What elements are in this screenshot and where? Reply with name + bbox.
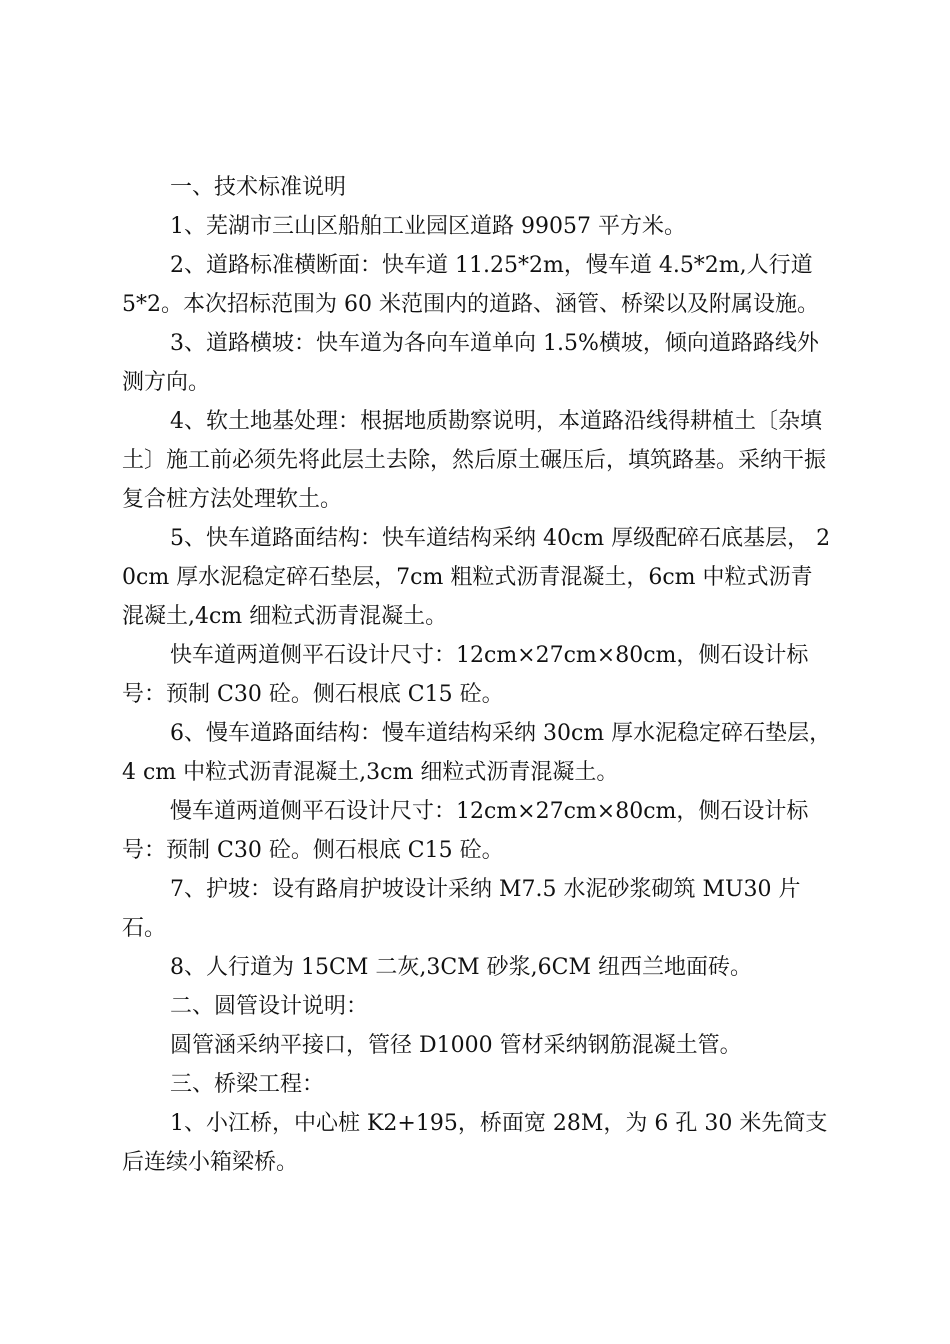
paragraph-item-4: 4、软土地基处理：根据地质勘察说明，本道路沿线得耕植土〔杂填土〕施工前必须先将此层土去除，然后原土碾压后，填筑路基。采纳干振复合桩方法处理软土。 <box>122 409 827 512</box>
paragraph-slow-lane-curb: 慢车道两道侧平石设计尺寸：12cm×27cm×80cm，侧石设计标号：预制 C30 砼。侧石根底 C15 砼。 <box>122 799 809 863</box>
paragraph-pipe-culvert: 圆管涵采纳平接口，管径 D1000 管材采纳钢筋混凝土管。 <box>170 1033 742 1058</box>
section-heading-technical-standards: 一、技术标准说明 <box>170 175 347 200</box>
section-heading-pipe-design: 二、圆管设计说明： <box>170 994 369 1019</box>
paragraph-item-8: 8、人行道为 15CM 二灰,3CM 砂浆,6CM 纽西兰地面砖。 <box>170 955 753 980</box>
paragraph-bridge-item-1: 1、小江桥，中心桩 K2+195，桥面宽 28M，为 6 孔 30 米先简支后连续小箱梁桥。 <box>122 1111 828 1175</box>
paragraph-item-5: 5、快车道路面结构：快车道结构采纳 40cm 厚级配碎石底基层， 20cm 厚水泥稳定碎石垫层，7cm 粗粒式沥青混凝土，6cm 中粒式沥青混凝土,4cm 细粒式沥青混凝土。 <box>122 526 831 629</box>
paragraph-fast-lane-curb: 快车道两道侧平石设计尺寸：12cm×27cm×80cm，侧石设计标号：预制 C30 砼。侧石根底 C15 砼。 <box>122 643 809 707</box>
paragraph-item-6: 6、慢车道路面结构：慢车道结构采纳 30cm 厚水泥稳定碎石垫层，4 cm 中粒式沥青混凝土,3cm 细粒式沥青混凝土。 <box>122 721 832 785</box>
paragraph-item-1: 1、芜湖市三山区船舶工业园区道路 99057 平方米。 <box>170 214 686 239</box>
document-body <box>122 168 832 1182</box>
paragraph-item-2: 2、道路标准横断面：快车道 11.25*2m，慢车道 4.5*2m,人行道 5*2。本次招标范围为 60 米范围内的道路、涵管、桥梁以及附属设施。 <box>122 253 819 317</box>
paragraph-item-3: 3、道路横坡：快车道为各向车道单向 1.5%横坡，倾向道路路线外测方向。 <box>122 331 819 395</box>
section-heading-bridge-engineering: 三、桥梁工程： <box>170 1072 325 1097</box>
paragraph-item-7: 7、护坡：设有路肩护坡设计采纳 M7.5 水泥砂浆砌筑 MU30 片石。 <box>122 877 801 941</box>
